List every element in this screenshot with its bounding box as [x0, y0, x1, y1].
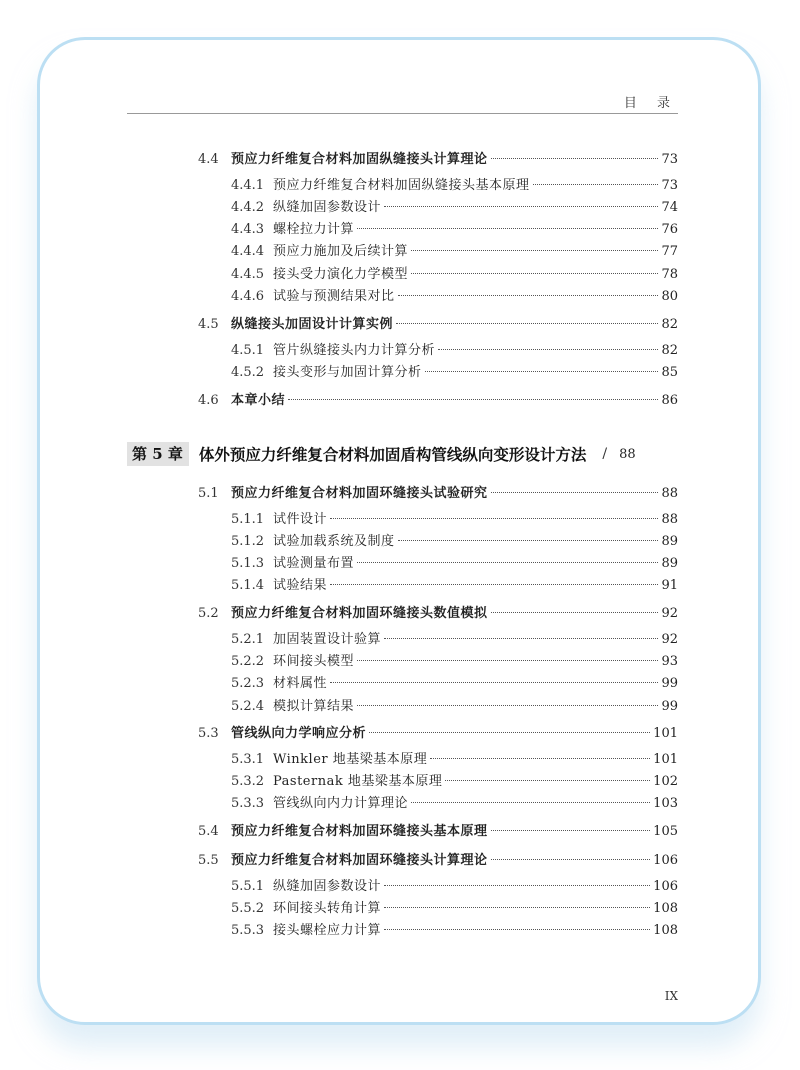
section-title: 纵缝接头加固设计计算实例	[231, 317, 394, 332]
page-number-ref: 82	[661, 317, 678, 332]
subsection-title: Pasternak 地基梁基本原理	[273, 774, 443, 789]
subsection-number: 4.4.6	[231, 289, 265, 304]
subsection-number: 5.2.3	[231, 676, 265, 691]
subsection-title: 材料属性	[273, 676, 328, 691]
dot-leader	[330, 584, 658, 585]
dot-leader	[384, 638, 658, 639]
section-number: 4.4	[198, 152, 219, 167]
page-number-ref: 89	[661, 534, 678, 549]
dot-leader	[411, 273, 658, 274]
subsection-title: 试件设计	[273, 512, 328, 527]
dot-leader	[411, 802, 650, 803]
page-number-ref: 88	[661, 486, 678, 501]
subsection-number: 4.5.1	[231, 343, 265, 358]
page-number-ref: 73	[661, 178, 678, 193]
section-title: 预应力纤维复合材料加固环缝接头基本原理	[231, 824, 488, 839]
subsection-title: 接头受力演化力学模型	[273, 267, 409, 282]
dot-leader	[533, 184, 659, 185]
subsection-number: 5.3.3	[231, 796, 265, 811]
page-number-ref: 74	[661, 200, 678, 215]
page-number-ref: 101	[653, 726, 678, 741]
subsection-number: 5.2.2	[231, 654, 265, 669]
running-header-title: 目 录	[623, 96, 678, 111]
page-number-ref: 93	[661, 654, 678, 669]
toc-subsection-5-3-3[interactable]	[231, 793, 678, 815]
subsection-title: 纵缝加固参数设计	[273, 200, 382, 215]
dot-leader	[330, 518, 658, 519]
dot-leader	[369, 732, 650, 733]
section-number: 5.1	[198, 486, 219, 501]
section-number: 5.2	[198, 606, 219, 621]
section-title: 预应力纤维复合材料加固环缝接头计算理论	[231, 853, 488, 868]
subsection-number: 5.5.3	[231, 923, 265, 938]
subsection-title: 试验与预测结果对比	[273, 289, 395, 304]
page-number-ref: 86	[661, 393, 678, 408]
toc-subsection-5-2-4[interactable]	[231, 696, 678, 718]
page-number-ref: 89	[661, 556, 678, 571]
toc-subsection-4-5-2[interactable]	[231, 362, 678, 384]
subsection-number: 5.1.3	[231, 556, 265, 571]
header-rule	[127, 113, 678, 114]
subsection-number: 4.4.4	[231, 244, 265, 259]
page-number-ref: 82	[661, 343, 678, 358]
page-number-ref: 101	[653, 752, 678, 767]
subsection-title: 预应力纤维复合材料加固纵缝接头基本原理	[273, 178, 530, 193]
toc-subsection-5-5-2[interactable]	[231, 898, 678, 920]
toc-chapter-5[interactable]	[127, 442, 678, 466]
section-number: 4.5	[198, 317, 219, 332]
dot-leader	[357, 228, 658, 229]
page-number-ref: 92	[661, 606, 678, 621]
page-number-ref: 80	[661, 289, 678, 304]
toc-section-4-5[interactable]	[198, 314, 678, 336]
subsection-title: 试验测量布置	[273, 556, 355, 571]
dot-leader	[491, 158, 659, 159]
toc-section-4-6[interactable]	[198, 390, 678, 412]
toc-section-5-2[interactable]	[198, 603, 678, 625]
subsection-title: 纵缝加固参数设计	[273, 879, 382, 894]
toc-subsection-4-4-2[interactable]	[231, 197, 678, 219]
subsection-number: 5.5.2	[231, 901, 265, 916]
subsection-title: 管线纵向内力计算理论	[273, 796, 409, 811]
subsection-title: Winkler 地基梁基本原理	[273, 752, 428, 767]
dot-leader	[384, 206, 658, 207]
page-number-ref: 92	[661, 632, 678, 647]
page-number-ref: 85	[661, 365, 678, 380]
subsection-title: 接头变形与加固计算分析	[273, 365, 422, 380]
toc-subsection-4-4-4[interactable]	[231, 241, 678, 263]
page-number-ref: 77	[661, 244, 678, 259]
subsection-title: 试验加载系统及制度	[273, 534, 395, 549]
dot-leader	[425, 371, 659, 372]
subsection-title: 环间接头转角计算	[273, 901, 382, 916]
toc-subsection-5-2-3[interactable]	[231, 673, 678, 695]
chapter-label: 第 5 章	[127, 442, 189, 466]
toc-subsection-4-4-5[interactable]	[231, 264, 678, 286]
toc-subsection-4-4-1[interactable]	[231, 175, 678, 197]
page-number-ref: 99	[661, 699, 678, 714]
subsection-title: 螺栓拉力计算	[273, 222, 355, 237]
folio-page-number: IX	[664, 989, 678, 1003]
dot-leader	[396, 323, 658, 324]
dot-leader	[491, 612, 659, 613]
subsection-number: 4.4.2	[231, 200, 265, 215]
dot-leader	[330, 682, 658, 683]
subsection-title: 管片纵缝接头内力计算分析	[273, 343, 436, 358]
toc-subsection-5-3-1[interactable]	[231, 749, 678, 771]
dot-leader	[384, 907, 650, 908]
chapter-separator: /	[602, 446, 608, 462]
subsection-number: 5.1.1	[231, 512, 265, 527]
subsection-title: 加固装置设计验算	[273, 632, 382, 647]
subsection-number: 5.2.1	[231, 632, 265, 647]
section-title: 预应力纤维复合材料加固环缝接头试验研究	[231, 486, 488, 501]
dot-leader	[288, 399, 658, 400]
section-number: 5.4	[198, 824, 219, 839]
chapter-title: 体外预应力纤维复合材料加固盾构管线纵向变形设计方法	[198, 445, 587, 464]
toc-section-5-4[interactable]	[198, 821, 678, 843]
subsection-title: 接头螺栓应力计算	[273, 923, 382, 938]
subsection-number: 5.2.4	[231, 699, 265, 714]
dot-leader	[398, 540, 659, 541]
dot-leader	[491, 830, 651, 831]
dot-leader	[491, 492, 659, 493]
page-number-ref: 76	[661, 222, 678, 237]
dot-leader	[491, 859, 651, 860]
section-number: 4.6	[198, 393, 219, 408]
dot-leader	[357, 562, 658, 563]
chapter-page-number: 88	[619, 446, 636, 462]
toc-subsection-5-5-3[interactable]	[231, 920, 678, 942]
toc-subsection-4-4-3[interactable]	[231, 219, 678, 241]
toc-subsection-5-1-3[interactable]	[231, 553, 678, 575]
page-number-ref: 103	[653, 796, 678, 811]
section-title: 预应力纤维复合材料加固环缝接头数值模拟	[231, 606, 488, 621]
page-number-ref: 78	[661, 267, 678, 282]
toc-subsection-4-5-1[interactable]	[231, 340, 678, 362]
section-number: 5.5	[198, 853, 219, 868]
toc-subsection-5-1-4[interactable]	[231, 575, 678, 597]
page-number-ref: 106	[653, 853, 678, 868]
page-number-ref: 73	[661, 152, 678, 167]
subsection-number: 4.4.5	[231, 267, 265, 282]
toc-subsection-4-4-6[interactable]	[231, 286, 678, 308]
section-title: 预应力纤维复合材料加固纵缝接头计算理论	[231, 152, 488, 167]
page-number-ref: 88	[661, 512, 678, 527]
toc-section-5-5[interactable]	[198, 850, 678, 872]
subsection-number: 4.4.3	[231, 222, 265, 237]
dot-leader	[357, 660, 658, 661]
subsection-number: 4.4.1	[231, 178, 265, 193]
page-number-ref: 99	[661, 676, 678, 691]
dot-leader	[357, 705, 658, 706]
subsection-number: 4.5.2	[231, 365, 265, 380]
subsection-number: 5.1.2	[231, 534, 265, 549]
dot-leader	[430, 758, 650, 759]
page-number-ref: 106	[653, 879, 678, 894]
subsection-number: 5.1.4	[231, 578, 265, 593]
page-number-ref: 108	[653, 923, 678, 938]
dot-leader	[445, 780, 650, 781]
subsection-title: 模拟计算结果	[273, 699, 355, 714]
toc-subsection-5-1-1[interactable]	[231, 509, 678, 531]
subsection-number: 5.3.1	[231, 752, 265, 767]
section-title: 本章小结	[231, 393, 286, 408]
dot-leader	[398, 295, 659, 296]
page-number-ref: 108	[653, 901, 678, 916]
toc-section-5-1[interactable]	[198, 483, 678, 505]
dot-leader	[438, 349, 658, 350]
toc-subsection-5-2-1[interactable]	[231, 629, 678, 651]
page-number-ref: 102	[653, 774, 678, 789]
toc-subsection-5-2-2[interactable]	[231, 651, 678, 673]
subsection-number: 5.3.2	[231, 774, 265, 789]
toc-subsection-5-3-2[interactable]	[231, 771, 678, 793]
toc-section-4-4[interactable]	[198, 149, 678, 171]
subsection-title: 预应力施加及后续计算	[273, 244, 409, 259]
page-number-ref: 91	[661, 578, 678, 593]
section-number: 5.3	[198, 726, 219, 741]
dot-leader	[411, 250, 658, 251]
subsection-title: 环间接头模型	[273, 654, 355, 669]
dot-leader	[384, 885, 650, 886]
toc-subsection-5-1-2[interactable]	[231, 531, 678, 553]
subsection-number: 5.5.1	[231, 879, 265, 894]
page-number-ref: 105	[653, 824, 678, 839]
subsection-title: 试验结果	[273, 578, 328, 593]
dot-leader	[384, 929, 650, 930]
section-title: 管线纵向力学响应分析	[231, 726, 367, 741]
toc-subsection-5-5-1[interactable]	[231, 876, 678, 898]
toc-section-5-3[interactable]	[198, 723, 678, 745]
